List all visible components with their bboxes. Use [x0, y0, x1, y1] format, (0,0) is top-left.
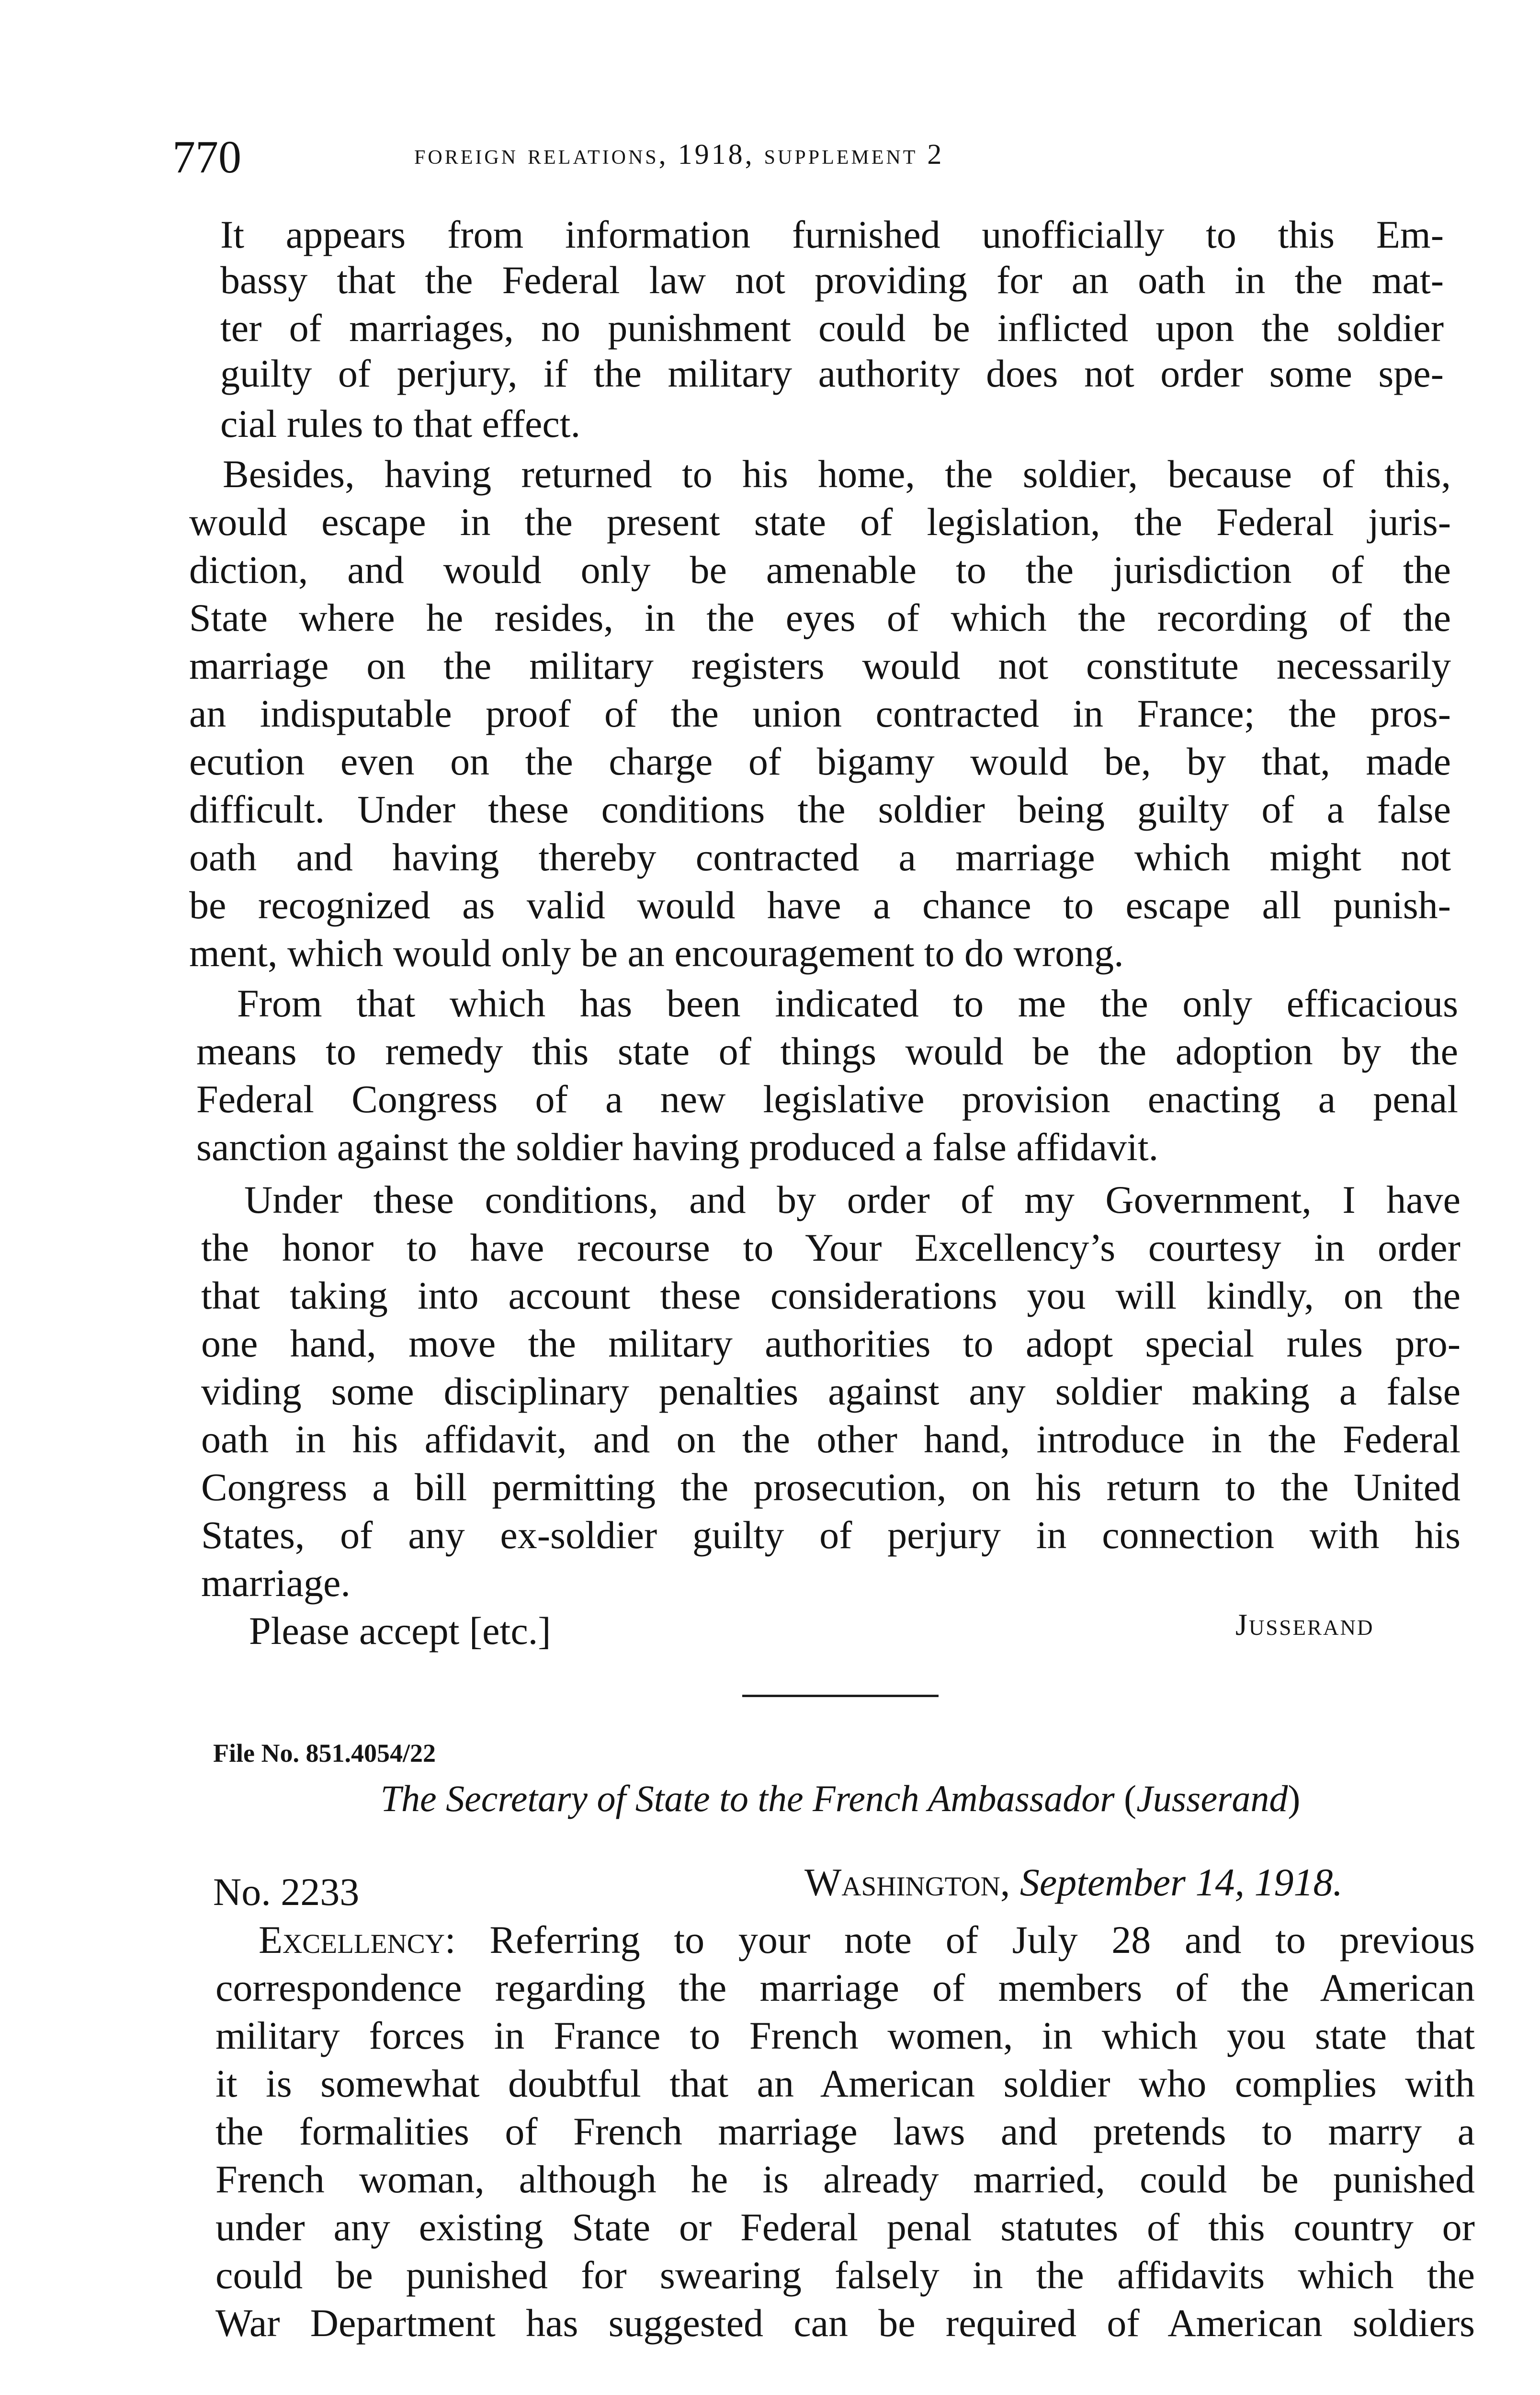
section-divider: [742, 1695, 939, 1697]
letter-paragraph-4-line-7: Congress a bill permitting the prosecution, on his return to the United: [201, 1465, 1461, 1509]
document-title-text: The Secretary of State to the French Ambassador: [380, 1778, 1115, 1819]
letter-paragraph-3-line-3: Federal Congress of a new legislative provision enacting a penal: [196, 1077, 1458, 1121]
note-body-line-9: War Department has suggested can be required of American soldiers: [215, 2301, 1475, 2345]
note-body-line-1-text: : Referring to your note of July 28 and to previous: [444, 1918, 1475, 1962]
letter-paragraph-4-line-4: one hand, move the military authorities to adopt special rules pro-: [201, 1322, 1461, 1365]
letter-paragraph-3-line-2: means to remedy this state of things would be the adoption by the: [196, 1029, 1458, 1073]
letter-paragraph-2-line-7: ecution even on the charge of bigamy would be, by that, made: [189, 740, 1451, 783]
letter-paragraph-2-line-3: diction, and would only be amenable to the jurisdiction of the: [189, 548, 1451, 592]
letter-paragraph-4-line-5: viding some disciplinary penalties against any soldier making a false: [201, 1369, 1461, 1413]
document-title-paren-close: ): [1288, 1778, 1301, 1819]
letter-closing: Please accept [etc.]: [249, 1609, 551, 1653]
letter-paragraph-2-line-10: be recognized as valid would have a chance to escape all punish-: [189, 883, 1451, 927]
letter-paragraph-2-line-11: ment, which would only be an encouragement to do wrong.: [189, 931, 1124, 975]
running-head: foreign relations, 1918, supplement 2: [414, 138, 944, 170]
letter-paragraph-1-line-5: cial rules to that effect.: [220, 402, 581, 445]
note-body-line-4: it is somewhat doubtful that an American soldier who complies with: [215, 2062, 1475, 2105]
letter-paragraph-4-line-8: States, of any ex-soldier guilty of perjury in connection with his: [201, 1513, 1461, 1557]
document-title: [268, 1772, 1413, 1825]
letter-paragraph-1-line-1: It appears from information furnished unofficially to this Em-: [220, 213, 1444, 256]
letter-paragraph-2-line-5: marriage on the military registers would not constitute necessarily: [189, 644, 1451, 687]
letter-paragraph-4-line-6: oath in his affidavit, and on the other hand, introduce in the Federal: [201, 1417, 1461, 1461]
note-body-line-1: [259, 1916, 1475, 1964]
letter-paragraph-3-line-4: sanction against the soldier having produced a false affidavit.: [196, 1125, 1159, 1169]
letter-paragraph-1-line-4: guilty of perjury, if the military authority does not order some spe-: [220, 352, 1444, 395]
letter-paragraph-2-line-2: would escape in the present state of legislation, the Federal juris-: [189, 500, 1451, 544]
letter-paragraph-1-line-3: ter of marriages, no punishment could be inflicted upon the soldier: [220, 306, 1444, 350]
signature: Jusserand: [1235, 1608, 1374, 1642]
file-number: File No. 851.4054/22: [213, 1739, 436, 1768]
note-body-line-3: military forces in France to French women, in which you state that: [215, 2014, 1475, 2057]
letter-paragraph-2-line-1: Besides, having returned to his home, the soldier, because of this,: [223, 452, 1451, 496]
document-title-name: Jusserand: [1136, 1778, 1288, 1819]
page-header: [172, 124, 1513, 191]
note-body-line-6: French woman, although he is already married, could be punished: [215, 2157, 1475, 2201]
letter-paragraph-4-line-3: that taking into account these considerations you will kindly, on the: [201, 1274, 1461, 1317]
letter-paragraph-3-line-1: From that which has been indicated to me the only efficacious: [237, 981, 1458, 1025]
letter-paragraph-1-line-2: bassy that the Federal law not providing for an oath in the mat-: [220, 258, 1444, 302]
letter-paragraph-4-line-2: the honor to have recourse to Your Excellency’s courtesy in order: [201, 1226, 1461, 1269]
document-title-paren-open: (: [1124, 1778, 1137, 1819]
note-body-line-7: under any existing State or Federal penal statutes of this country or: [215, 2205, 1475, 2249]
note-body-line-5: the formalities of French marriage laws and pretends to marry a: [215, 2110, 1475, 2153]
note-body-line-2: correspondence regarding the marriage of members of the American: [215, 1966, 1475, 2009]
letter-paragraph-4-line-9: marriage.: [201, 1561, 351, 1605]
salutation: Excellency: [259, 1918, 445, 1962]
letter-paragraph-2-line-4: State where he resides, in the eyes of which the recording of the: [189, 596, 1451, 639]
dateline-place: Washington: [804, 1860, 1000, 1904]
letter-paragraph-2-line-8: difficult. Under these conditions the soldier being guilty of a false: [189, 787, 1451, 831]
letter-paragraph-2-line-9: oath and having thereby contracted a marriage which might not: [189, 835, 1451, 879]
letter-paragraph-2-line-6: an indisputable proof of the union contracted in France; the pros-: [189, 692, 1451, 735]
document-number: No. 2233: [213, 1870, 360, 1914]
page-number: 770: [172, 131, 241, 182]
dateline: Washington, September 14, 1918.: [804, 1860, 1343, 1904]
dateline-date: September 14, 1918.: [1019, 1860, 1343, 1904]
note-body-line-8: could be punished for swearing falsely in the affidavits which the: [215, 2253, 1475, 2297]
letter-paragraph-4-line-1: Under these conditions, and by order of my Government, I have: [244, 1178, 1461, 1221]
